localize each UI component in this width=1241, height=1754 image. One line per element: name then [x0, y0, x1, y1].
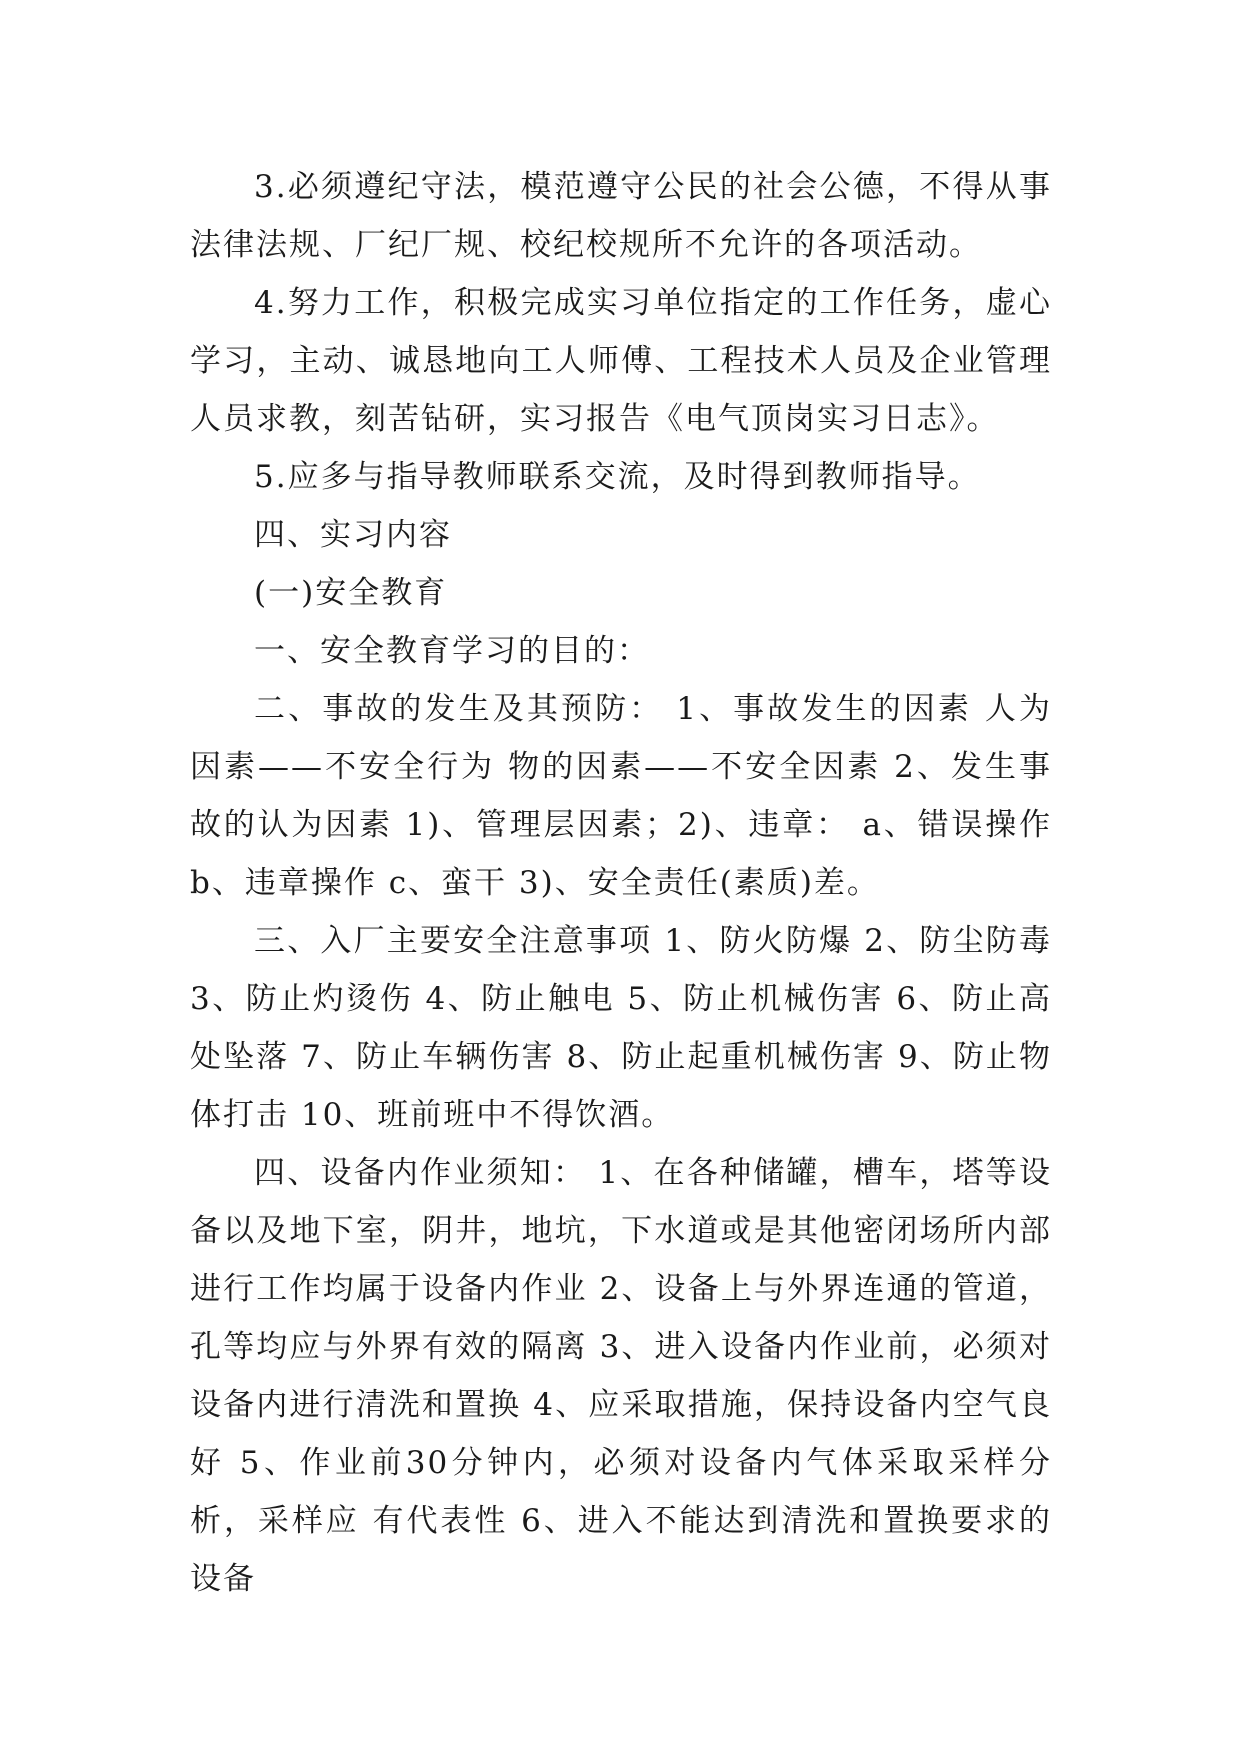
- paragraph-safety-purpose: 一、安全教育学习的目的：: [254, 633, 650, 669]
- paragraph-equipment-work-notice: 四、设备内作业须知： 1、在各种储罐，槽车，塔等设备以及地下室，阴井，地坑，下水道或是其他密闭场所内部进行工作均属于设备内作业 2、设备上与外界连通的管道，孔等均应与外界有效的隔离 3、进入设备内作业前，必须对设备内进行清洗和置换 4、应采取措施，保持设备内空气良好 5、作业前30分钟内，必须对设备内气体采取采样分析，采样应 有代表性 6、进入不能达到清洗和置换要求的设备: [190, 1155, 1052, 1597]
- paragraph-rule-3: 3.必须遵纪守法，模范遵守公民的社会公德，不得从事法律法规、厂纪厂规、校纪校规所不允许的各项活动。: [190, 169, 1052, 263]
- paragraph-factory-safety-notes: 三、入厂主要安全注意事项 1、防火防爆 2、防尘防毒 3、防止灼烫伤 4、防止触电 5、防止机械伤害 6、防止高处坠落 7、防止车辆伤害 8、防止起重机械伤害 9、防止物体打击 10、班前班中不得饮酒。: [190, 923, 1052, 1133]
- section-heading-internship-content: 四、实习内容: [254, 517, 452, 553]
- document-body: [190, 158, 1052, 1608]
- paragraph-rule-4: 4.努力工作，积极完成实习单位指定的工作任务，虚心学习，主动、诚恳地向工人师傅、工程技术人员及企业管理人员求教，刻苦钻研，实习报告《电气顶岗实习日志》。: [190, 285, 1052, 437]
- paragraph-rule-5: 5.应多与指导教师联系交流，及时得到教师指导。: [254, 459, 981, 495]
- paragraph-accident-prevention: 二、事故的发生及其预防： 1、事故发生的因素 人为因素——不安全行为 物的因素——不安全因素 2、发生事故的认为因素 1)、管理层因素；2)、违章： a、错误操作 b、违章操作 c、蛮干 3)、安全责任(素质)差。: [190, 691, 1052, 901]
- subsection-heading-safety-education: (一)安全教育: [254, 575, 448, 611]
